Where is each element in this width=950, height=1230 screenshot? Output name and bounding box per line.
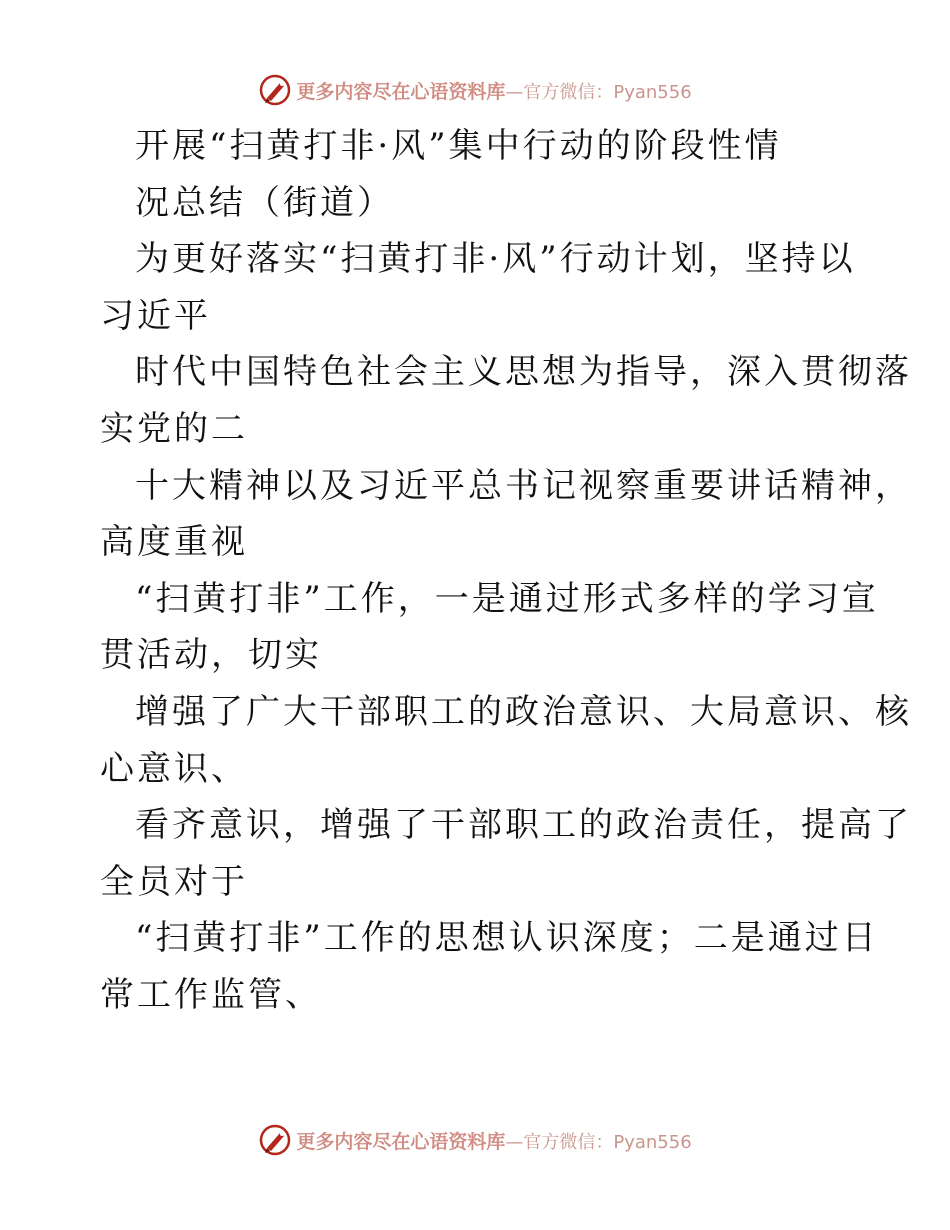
paragraph-line: 实党的二	[100, 408, 248, 449]
paragraph-line: 增强了广大干部职工的政治意识、大局意识、核	[135, 691, 912, 732]
paragraph-line: 贯活动，切实	[100, 635, 322, 676]
banner-text	[296, 77, 691, 104]
header-banner	[0, 70, 950, 110]
banner-main-text: 更多内容尽在心语资料库	[296, 80, 506, 103]
footer-banner	[0, 1120, 950, 1160]
document-body	[100, 118, 912, 1024]
banner-wechat-id: Pyan556	[613, 1131, 692, 1153]
pen-logo-icon	[258, 1123, 292, 1157]
paragraph-line: 看齐意识，增强了干部职工的政治责任，提高了	[135, 805, 912, 846]
banner-separator-text: —官方微信：	[505, 1131, 614, 1153]
title-line-1: 开展“扫黄打非·风”集中行动的阶段性情	[135, 126, 782, 166]
banner-main-text: 更多内容尽在心语资料库	[296, 1130, 506, 1153]
title-line-2: 况总结（街道）	[135, 182, 394, 223]
paragraph-line: 为更好落实“扫黄打非·风”行动计划，坚持以	[135, 239, 856, 280]
paragraph-line: 常工作监管、	[100, 974, 322, 1015]
pen-logo-icon	[258, 73, 292, 107]
banner-text	[296, 1127, 691, 1154]
paragraph-line: 时代中国特色社会主义思想为指导，深入贯彻落	[135, 352, 912, 393]
paragraph-line: 十大精神以及习近平总书记视察重要讲话精神，	[135, 465, 912, 506]
paragraph-line: 习近平	[100, 295, 211, 336]
banner-wechat-id: Pyan556	[613, 81, 692, 103]
paragraph-line: 全员对于	[100, 861, 248, 902]
paragraph-line: 高度重视	[100, 522, 248, 563]
paragraph-line: “扫黄打非”工作的思想认识深度；二是通过日	[135, 918, 879, 959]
paragraph-line: 心意识、	[100, 748, 248, 789]
paragraph-line: “扫黄打非”工作，一是通过形式多样的学习宣	[135, 578, 879, 619]
banner-separator-text: —官方微信：	[505, 81, 614, 103]
